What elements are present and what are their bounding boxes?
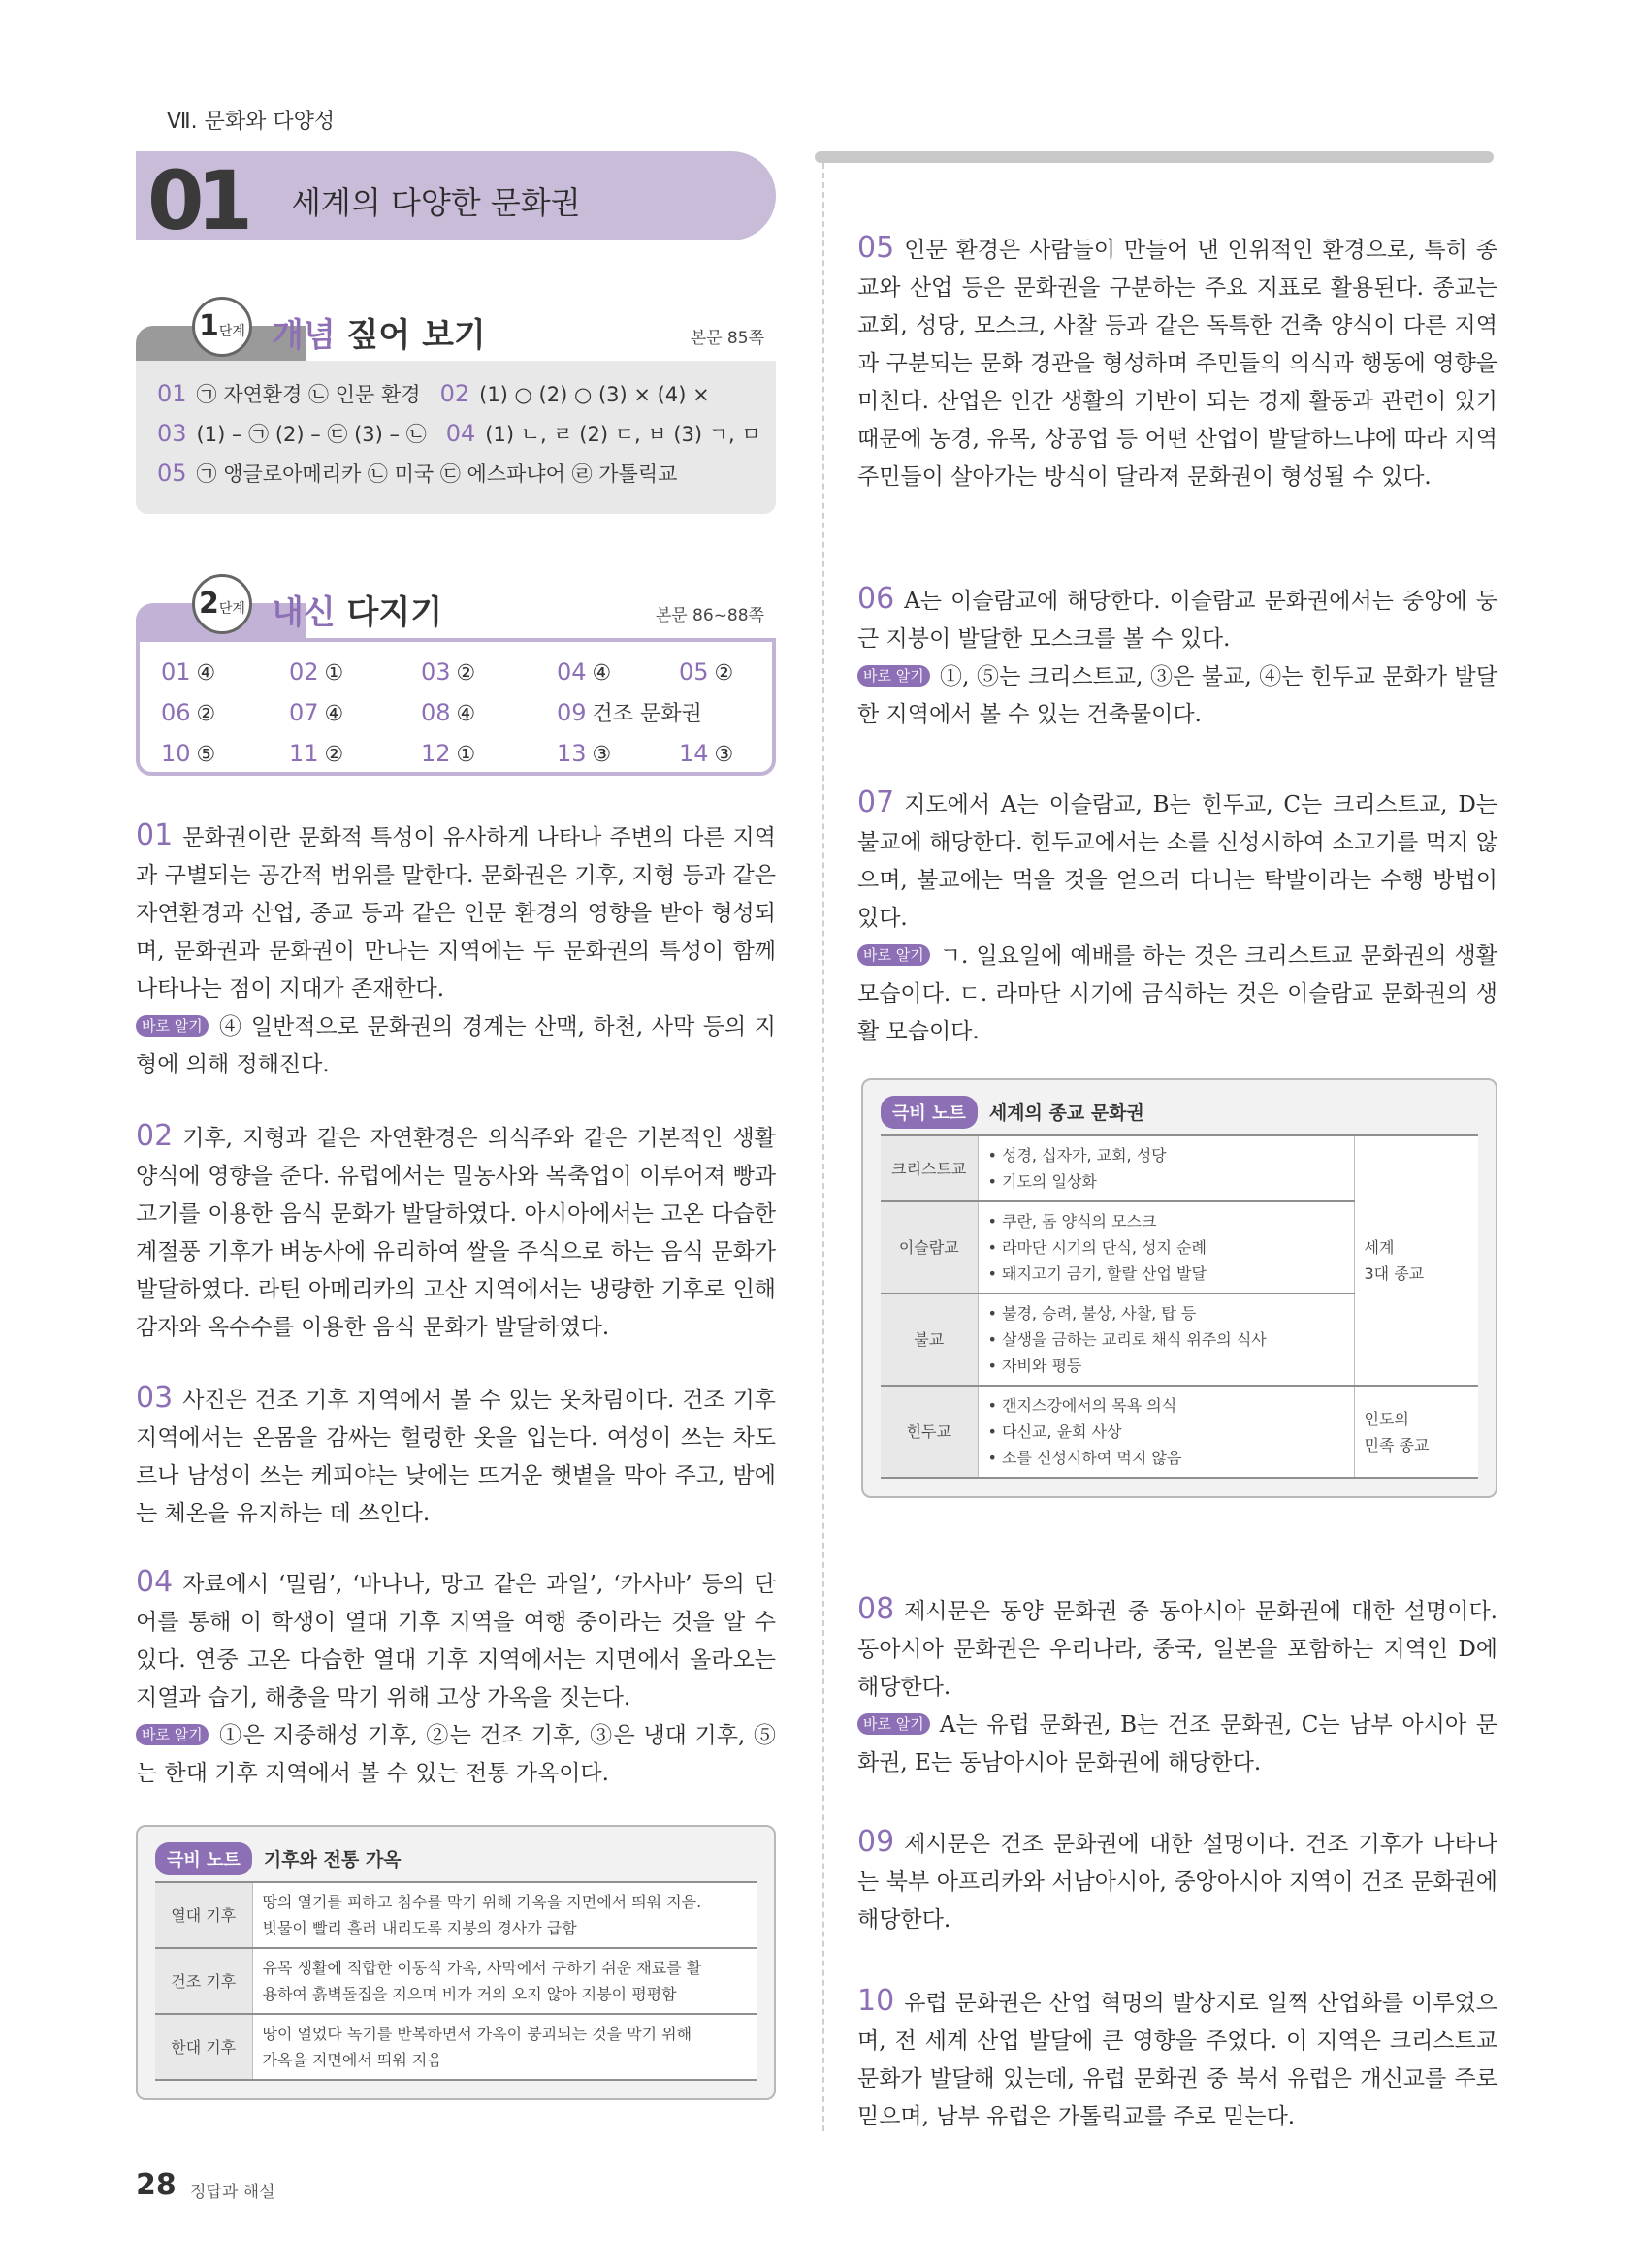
stage2-page-ref: 본문 86~88쪽: [655, 606, 764, 625]
table-row: 힌두교 • 갠지스강에서의 목욕 의식 • 다신교, 윤회 사상 • 소를 신성시하여 먹지 않음 인도의 민족 종교: [881, 1386, 1478, 1478]
stage1-concept-check: [136, 297, 776, 514]
answer-cell: 11 ②: [289, 740, 344, 767]
chapter-banner: [136, 151, 776, 248]
note-climate-houses: 극비 노트 기후와 전통 가옥 열대 기후 땅의 열기를 피하고 침수를 막기 위해 가옥을 지면에서 띄워 지음. 빗물이 빨리 흘러 내리도록 지붕의 경사가 급함 건조 기후 유목 생활에 적합한 이동식 가옥, 사막에서 구하기 쉬운 재료를 활 용하여 흙벽돌집을 지으며 비가 거의 오지 않아 지붕이 평평함 한대 기후 땅이 얼었다 녹기를 반복하면서 가옥이 붕괴되는 것을 막기 위해 가옥을 지면에서 띄워 지음: [136, 1825, 776, 2100]
column-divider: [822, 163, 824, 2131]
answer-cell: 14 ③: [679, 740, 734, 767]
religion-table: [881, 1134, 1478, 1479]
explanation-03: 03 사진은 건조 기후 지역에서 볼 수 있는 옷차림이다. 건조 기후 지역에서는 온몸을 감싸는 헐렁한 옷을 입는다. 여성이 쓰는 차도르나 남성이 쓰는 케피야는 낮에는 뜨거운 햇볕을 막아 주고, 밤에는 체온을 유지하는 데 쓰인다.: [136, 1381, 776, 1526]
answer-cell: 13 ③: [557, 740, 612, 767]
table-row: 이슬람교 • 쿠란, 돔 양식의 모스크 • 라마단 시기의 단식, 성지 순례 • 돼지고기 금기, 할랄 산업 발달: [881, 1201, 1478, 1294]
stage1-title: 개념 짚어 보기: [272, 316, 486, 355]
answer-line: 01 ㉠ 자연환경 ㉡ 인문 환경 02 (1) ○ (2) ○ (3) × (4) ×: [157, 380, 710, 407]
stage2-badge: 2단계: [192, 574, 252, 634]
explanation-09: 09 제시문은 건조 문화권에 대한 설명이다. 건조 기후가 나타나는 북부 아프리카와 서남아시아, 중앙아시아 지역이 건조 문화권에 해당한다.: [857, 1825, 1497, 1933]
answer-cell: 04 ④: [557, 658, 612, 686]
chapter-number: 01: [147, 153, 245, 248]
answer-cell: 07 ④: [289, 699, 344, 726]
answer-cell: 01 ④: [161, 658, 216, 686]
answer-cell: 03 ②: [421, 658, 476, 686]
explanation-04: 04 자료에서 ‘밀림’, ‘바나나, 망고 같은 과일’, ‘카사바’ 등의 단어를 통해 이 학생이 열대 기후 지역을 여행 중이라는 것을 알 수 있다. 연중 고온 다습한 열대 기후 지역에서는 지면에서 올라오는 지열과 습기, 해충을 막기 위해 고상 가옥을 짓는다. 바로 알기 ①은 지중해성 기후, ②는 건조 기후, ③은 냉대 기후, ⑤는 한대 기후 지역에서 볼 수 있는 전통 가옥이다.: [136, 1565, 776, 1786]
explanation-10: 10 유럽 문화권은 산업 혁명의 발상지로 일찍 산업화를 이루었으며, 전 세계 산업 발달에 큰 영향을 주었다. 이 지역은 크리스트교 문화가 발달해 있는데, 유럽 문화권 중 북서 유럽은 개신교를 주로 믿으며, 남부 유럽은 가톨릭교를 주로 믿는다.: [857, 1984, 1497, 2129]
page-number: 28: [136, 2168, 177, 2202]
explanation-05: 05 인문 환경은 사람들이 만들어 낸 인위적인 환경으로, 특히 종교와 산업 등은 문화권을 구분하는 주요 지표로 활용된다. 종교는 교회, 성당, 모스크, 사찰 등과 같은 독특한 건축 양식이 다른 지역과 구분되는 문화 경관을 형성하며 주민들의 의식과 행동에 영향을 미친다. 산업은 인간 생활의 기반이 되는 경제 활동과 관련이 있기 때문에 농경, 유목, 상공업 등 어떤 산업이 발달하느냐에 따라 지역 주민들이 살아가는 방식이 달라져 문화권이 형성될 수 있다.: [857, 231, 1497, 490]
stage1-page-ref: 본문 85쪽: [690, 329, 764, 348]
explanation-08: 08 제시문은 동양 문화권 중 동아시아 문화권에 대한 설명이다. 동아시아 문화권은 우리나라, 중국, 일본을 포함하는 지역인 D에 해당한다. 바로 알기 A는 유럽 문화권, B는 건조 문화권, C는 남부 아시아 문화권, E는 동남아시아 문화권에 해당한다.: [857, 1592, 1497, 1775]
explanation-07: 07 지도에서 A는 이슬람교, B는 힌두교, C는 크리스트교, D는 불교에 해당한다. 힌두교에서는 소를 신성시하여 소고기를 먹지 않으며, 불교에는 먹을 것을 얻으러 다니는 탁발이라는 수행 방법이 있다. 바로 알기 ㄱ. 일요일에 예배를 하는 것은 크리스트교 문화권의 생활 모습이다. ㄷ. 라마단 시기에 금식하는 것은 이슬람교 문화권의 생활 모습이다.: [857, 785, 1497, 1044]
answer-cell: 12 ①: [421, 740, 476, 767]
answer-line: 03 (1) – ㉠ (2) – ㉢ (3) – ㉡ 04 (1) ㄴ, ㄹ (2) ㄷ, ㅂ (3) ㄱ, ㅁ: [157, 420, 761, 447]
climate-table: [155, 1881, 757, 2081]
footer-label: 정답과 해설: [190, 2183, 275, 2202]
table-row: 한대 기후 땅이 얼었다 녹기를 반복하면서 가옥이 붕괴되는 것을 막기 위해 가옥을 지면에서 띄워 지음: [155, 2014, 757, 2080]
answer-cell: 02 ①: [289, 658, 344, 686]
table-row: 열대 기후 땅의 열기를 피하고 침수를 막기 위해 가옥을 지면에서 띄워 지음. 빗물이 빨리 흘러 내리도록 지붕의 경사가 급함: [155, 1882, 757, 1948]
answer-cell: 08 ④: [421, 699, 476, 726]
table-row: 크리스트교 • 성경, 십자가, 교회, 성당 • 기도의 일상화 세계 3대 종교: [881, 1135, 1478, 1201]
stage2-title: 내신 다지기: [272, 593, 443, 632]
top-divider: [815, 151, 1494, 163]
explanation-06: 06 A는 이슬람교에 해당한다. 이슬람교 문화권에서는 중앙에 둥근 지붕이 발달한 모스크를 볼 수 있다. 바로 알기 ①, ⑤는 크리스트교, ③은 불교, ④는 힌두교 문화가 발달한 지역에서 볼 수 있는 건축물이다.: [857, 582, 1497, 727]
answer-cell: 09 건조 문화권: [557, 699, 702, 726]
table-row: 건조 기후 유목 생활에 적합한 이동식 가옥, 사막에서 구하기 쉬운 재료를 활 용하여 흙벽돌집을 지으며 비가 거의 오지 않아 지붕이 평평함: [155, 1948, 757, 2014]
explanation-02: 02 기후, 지형과 같은 자연환경은 의식주와 같은 기본적인 생활 양식에 영향을 준다. 유럽에서는 밀농사와 목축업이 이루어져 빵과 고기를 이용한 음식 문화가 발달하였다. 아시아에서는 고온 다습한 계절풍 기후가 벼농사에 유리하여 쌀을 주식으로 하는 음식 문화가 발달하였다. 라틴 아메리카의 고산 지역에서는 냉량한 기후로 인해 감자와 옥수수를 이용한 음식 문화가 발달하였다.: [136, 1119, 776, 1340]
section-label: Ⅶ. 문화와 다양성: [167, 110, 336, 134]
stage2-school-exam: [136, 574, 776, 776]
table-row: 불교 • 불경, 승려, 불상, 사찰, 탑 등 • 살생을 금하는 교리로 채식 위주의 식사 • 자비와 평등: [881, 1294, 1478, 1386]
answer-cell: 06 ②: [161, 699, 216, 726]
answer-grid: [161, 655, 751, 772]
stage1-badge: 1단계: [192, 297, 252, 357]
answer-line: 05 ㉠ 앵글로아메리카 ㉡ 미국 ㉢ 에스파냐어 ㉣ 가톨릭교: [157, 460, 678, 487]
answer-cell: 05 ②: [679, 658, 734, 686]
chapter-title: 세계의 다양한 문화권: [291, 184, 581, 221]
answer-cell: 10 ⑤: [161, 740, 216, 767]
note-religion-regions: 극비 노트 세계의 종교 문화권 크리스트교 • 성경, 십자가, 교회, 성당 • 기도의 일상화 세계 3대 종교 이슬람교 • 쿠란, 돔 양식의 모스크 • 라마단 시기의 단식, 성지 순례 • 돼지고기 금기, 할랄 산업 발달 불교 • 불경, 승려, 불상, 사찰, 탑 등 • 살생을 금하는 교리로 채식 위주의 식사 • 자비와 평등 힌두교 • 갠지스강에서의 목욕 의식 • 다신교, 윤회 사상 • 소를 신성시하여 먹지 않음 인도의 민족 종교: [861, 1078, 1497, 1498]
explanation-01: 01 문화권이란 문화적 특성이 유사하게 나타나 주변의 다른 지역과 구별되는 공간적 범위를 말한다. 문화권은 기후, 지형 등과 같은 자연환경과 산업, 종교 등과 같은 인문 환경의 영향을 받아 형성되며, 문화권과 문화권이 만나는 지역에는 두 문화권의 특성이 함께 나타나는 점이 지대가 존재한다. 바로 알기 ④ 일반적으로 문화권의 경계는 산맥, 하천, 사막 등의 지형에 의해 정해진다.: [136, 818, 776, 1077]
